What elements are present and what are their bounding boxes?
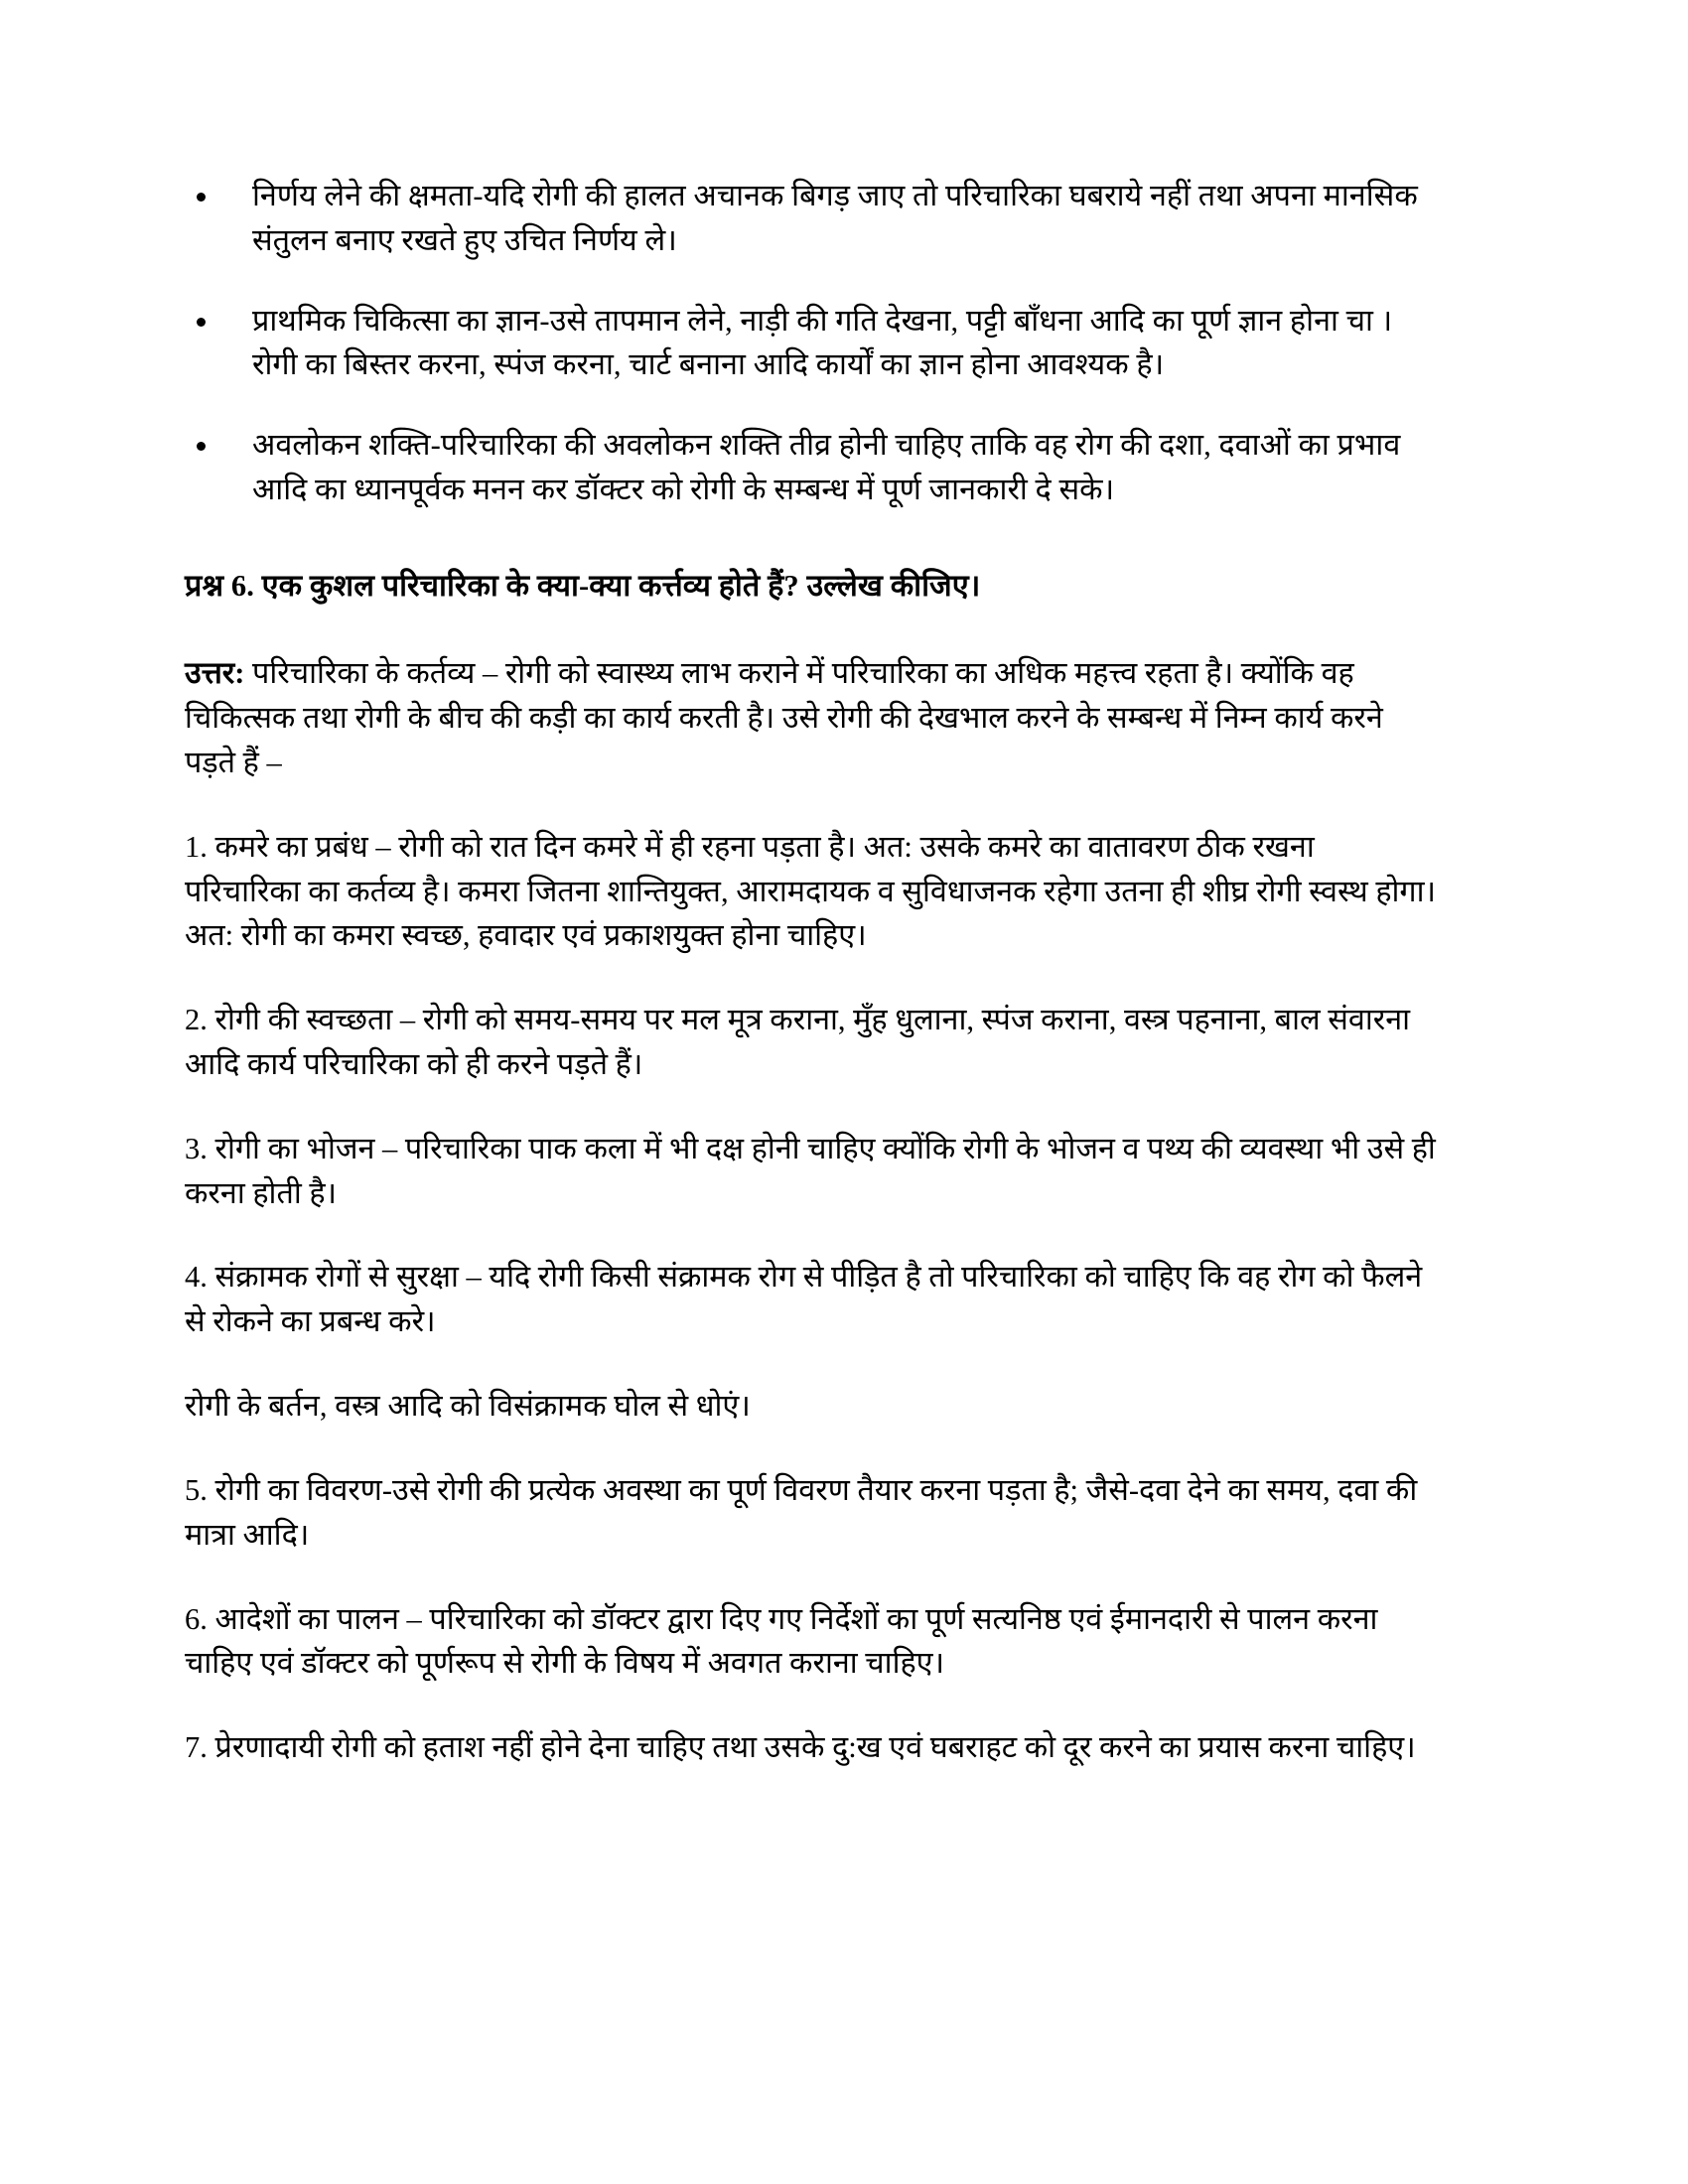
bullet-text: निर्णय लेने की क्षमता-यदि रोगी की हालत अचानक बिगड़ जाए तो परिचारिका घबराये नहीं तथा अपना मानसिक संतुलन बनाए रखते हुए उचित निर्णय ले। [252,179,1418,257]
answer-label: उत्तर: [185,656,245,691]
duty-point-4-note: रोगी के बर्तन, वस्त्र आदि को विसंक्रामक घोल से धोएं। [185,1389,751,1424]
document-body [185,174,1438,1770]
nurse-qualities-bullet-list [185,174,1438,512]
list-item [185,174,1438,263]
duty-point-5: 5. रोगी का विवरण-उसे रोगी की प्रत्येक अवस्था का पूर्ण विवरण तैयार करना पड़ता है; जैसे-दवा देने का समय, दवा की मात्रा आदि। [185,1472,1418,1552]
bullet-dot-icon [197,318,206,327]
list-item [185,299,1438,388]
duty-point-1: 1. कमरे का प्रबंध – रोगी को रात दिन कमरे में ही रहना पड़ता है। अत: उसके कमरे का वातावरण ठीक रखना परिचारिका का कर्तव्य है। कमरा जितना शान्तियुक्त, आरामदायक व सुविधाजनक रहेगा उतना ही शीघ्र रोगी स्वस्थ होगा। अत: रोगी का कमरा स्वच्छ, हवादार एवं प्रकाशयुक्त होना चाहिए। [185,829,1437,953]
duty-point-4: 4. संक्रामक रोगों से सुरक्षा – यदि रोगी किसी संक्रामक रोग से पीड़ित है तो परिचारिका को चाहिए कि वह रोग को फैलने से रोकने का प्रबन्ध करे। [185,1260,1423,1339]
bullet-text: प्राथमिक चिकित्सा का ज्ञान-उसे तापमान लेने, नाड़ी की गति देखना, पट्टी बाँधना आदि का पूर्ण ज्ञान होना चा । रोगी का बिस्तर करना, स्पंज करना, चार्ट बनाना आदि कार्यों का ज्ञान होना आवश्यक है। [252,303,1393,382]
bullet-text: अवलोकन शक्ति-परिचारिका की अवलोकन शक्ति तीव्र होनी चाहिए ताकि वह रोग की दशा, दवाओं का प्रभाव आदि का ध्यानपूर्वक मनन कर डॉक्टर को रोगी के सम्बन्ध में पूर्ण जानकारी दे सके। [252,428,1401,507]
duty-point-2: 2. रोगी की स्वच्छता – रोगी को समय-समय पर मल मूत्र कराना, मुँह धुलाना, स्पंज कराना, वस्त्र पहनाना, बाल संवारना आदि कार्य परिचारिका को ही करने पड़ते हैं। [185,1003,1411,1081]
question-heading: प्रश्न 6. एक कुशल परिचारिका के क्या-क्या कर्त्तव्य होते हैं? उल्लेख कीजिए। [185,568,981,603]
answer-paragraph [185,651,1438,784]
bullet-dot-icon [197,193,206,202]
duty-point-6: 6. आदेशों का पालन – परिचारिका को डॉक्टर द्वारा दिए गए निर्देशों का पूर्ण सत्यनिष्ठ एवं ईमानदारी से पालन करना चाहिए एवं डॉक्टर को पूर्णरूप से रोगी के विषय में अवगत कराना चाहिए। [185,1601,1378,1681]
answer-text: परिचारिका के कर्तव्य – रोगी को स्वास्थ्य लाभ कराने में परिचारिका का अधिक महत्त्व रहता है। क्योंकि वह चिकित्सक तथा रोगी के बीच की कड़ी का कार्य करती है। उसे रोगी की देखभाल करने के सम्बन्ध में निम्न कार्य करने पड़ते हैं – [185,656,1383,779]
duty-point-3: 3. रोगी का भोजन – परिचारिका पाक कला में भी दक्ष होनी चाहिए क्योंकि रोगी के भोजन व पथ्य की व्यवस्था भी उसे ही करना होती है। [185,1131,1436,1210]
list-item [185,423,1438,512]
duty-point-7: 7. प्रेरणादायी रोगी को हताश नहीं होने देना चाहिए तथा उसके दु:ख एवं घबराहट को दूर करने का प्रयास करना चाहिए। [185,1730,1416,1765]
bullet-dot-icon [197,442,206,451]
